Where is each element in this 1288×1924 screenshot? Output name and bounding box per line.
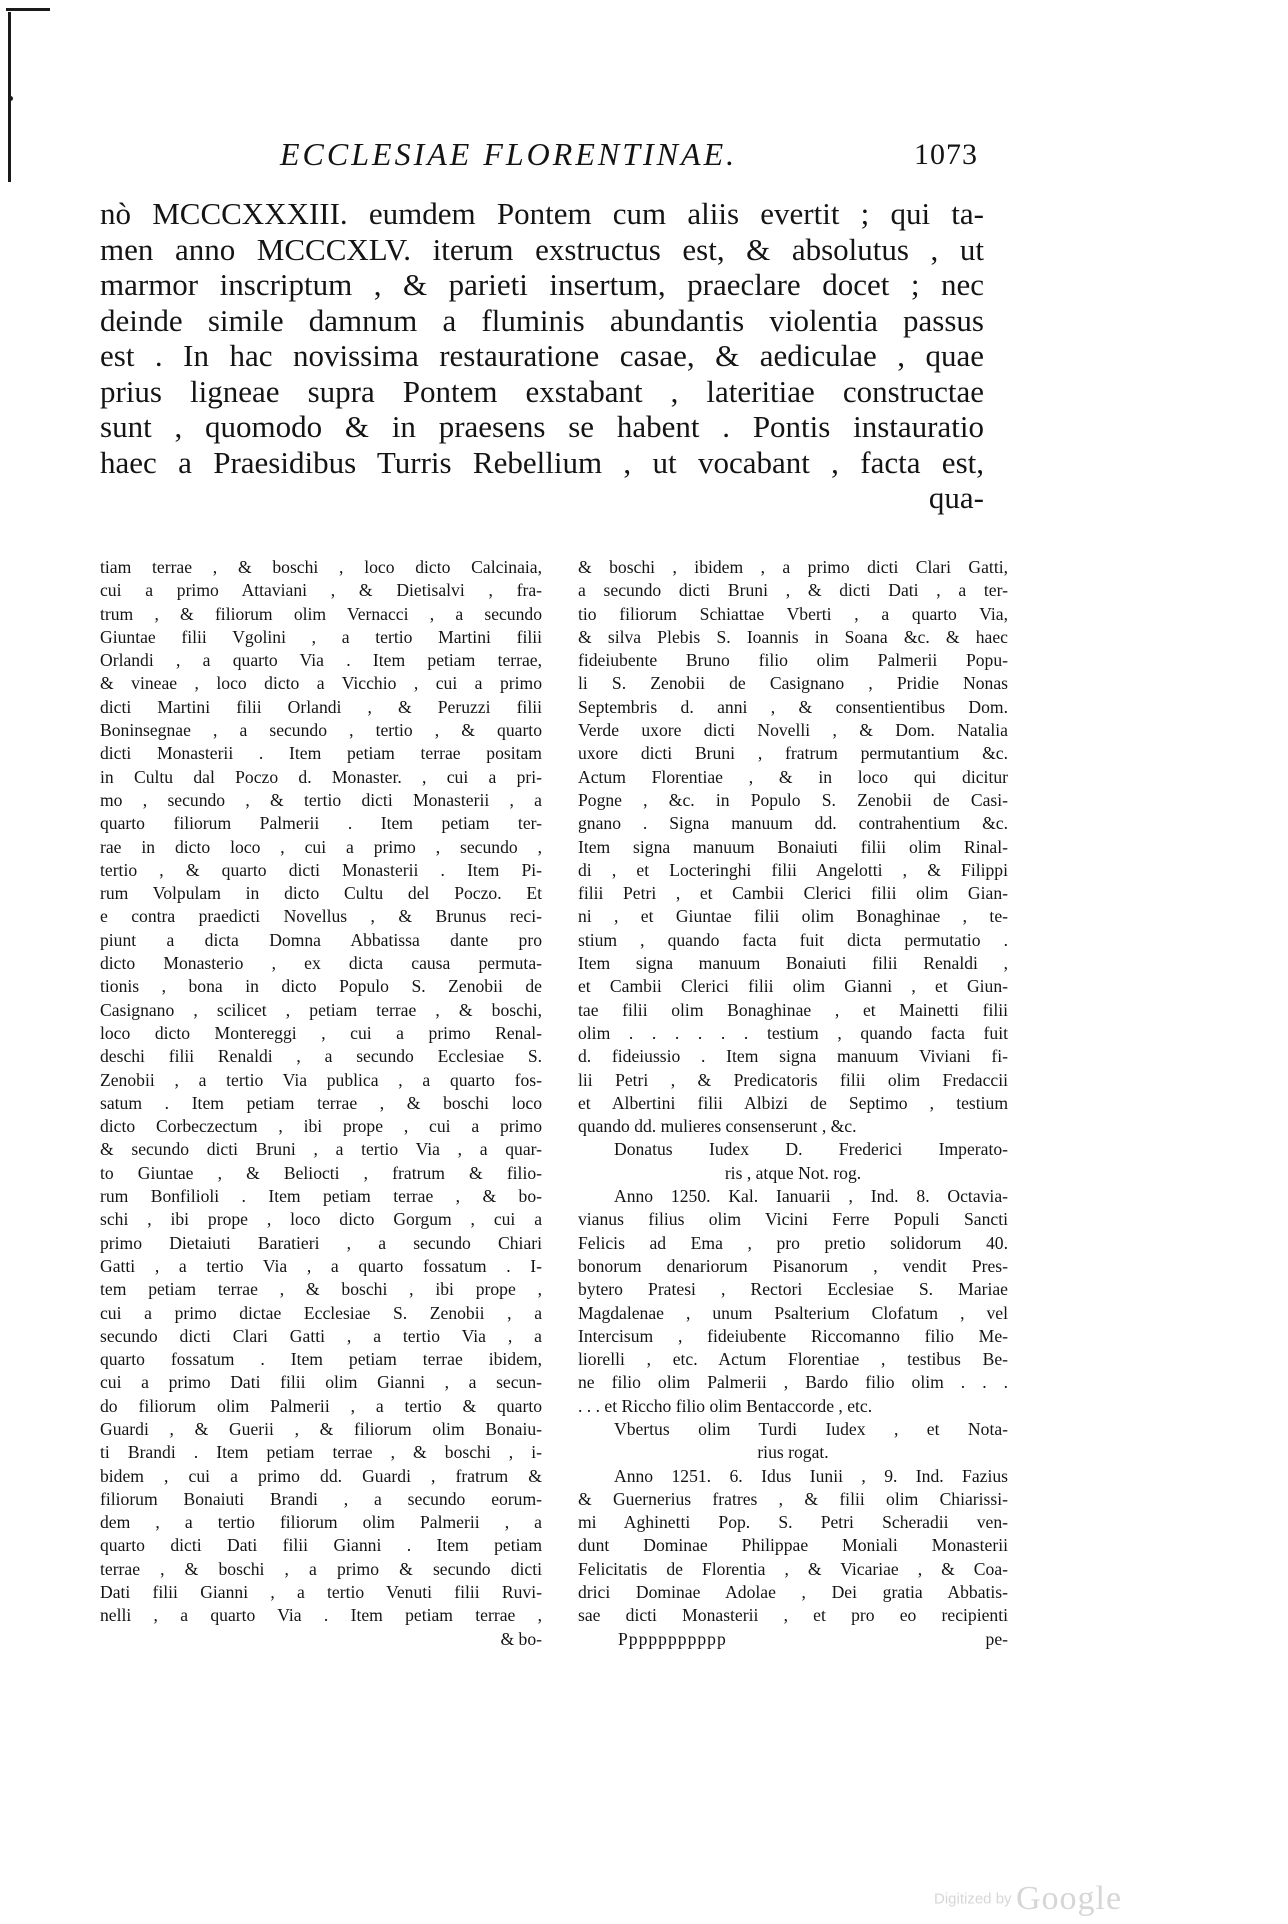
text-line: Boninsegnae , a secundo , tertio , & quarto xyxy=(100,720,542,741)
text-line: nelli , a quarto Via . Item petiam terrae , xyxy=(100,1605,542,1626)
text-line: olim . . . . . . testium , quando facta fuit xyxy=(578,1022,1008,1043)
text-line: a secundo dicti Bruni , & dicti Dati , a ter- xyxy=(578,580,1008,601)
charter-paragraph xyxy=(578,1465,1008,1628)
watermark-prefix: Digitized by xyxy=(934,1890,1012,1908)
notary-line: Donatus Iudex D. Frederici Imperato- xyxy=(614,1139,1008,1160)
text-line: mo , secundo , & tertio dicti Monasterii , a xyxy=(100,789,542,810)
text-line: Casignano , scilicet , petiam terrae , & boschi, xyxy=(100,999,542,1020)
text-line: Guardi , & Guerii , & filiorum olim Bonaiu- xyxy=(100,1418,542,1439)
text-line: bonorum denariorum Pisanorum , vendit Pres- xyxy=(578,1255,1008,1276)
text-line: et Cambii Clerici filii olim Gianni , et Giun- xyxy=(578,976,1008,997)
text-line: sunt , quomodo & in praesens se habent . Pontis instauratio xyxy=(100,409,984,444)
text-line: ne filio olim Palmerii , Bardo filio olim . . . xyxy=(578,1372,1008,1393)
text-line: ni , et Giuntae filii olim Bonaghinae , te- xyxy=(578,906,1008,927)
text-line: dicto Corbeczectum , ibi prope , cui a primo xyxy=(100,1116,542,1137)
text-line: dicto Monasterio , ex dicta causa permuta- xyxy=(100,953,542,974)
left-column-lines xyxy=(100,556,542,1628)
text-line: fideiubente Bruno filio olim Palmerii Popu- xyxy=(578,650,1008,671)
text-line: deinde simile damnum a fluminis abundantis violentia passus xyxy=(100,302,984,338)
notary-subscription xyxy=(578,1138,1008,1185)
text-line: cui a primo Dati filii olim Gianni , a secun- xyxy=(100,1372,542,1393)
text-line: & vineae , loco dicto a Vicchio , cui a primo xyxy=(100,673,542,694)
text-line: terrae , & boschi , a primo & secundo dicti xyxy=(100,1558,542,1579)
text-line: prius ligneae supra Pontem exstabant , lateritiae constructae xyxy=(100,373,984,409)
text-line: schi , ibi prope , loco dicto Gorgum , cui a xyxy=(100,1209,542,1230)
signature-mark: Ppppppppppp xyxy=(618,1628,727,1649)
scan-edge-dot xyxy=(8,96,13,101)
notary-line: ris , atque Not. rog. xyxy=(724,1162,862,1183)
text-line: dem , a tertio filiorum olim Palmerii , a xyxy=(100,1512,542,1533)
text-line: ti Brandi . Item petiam terrae , & boschi , i- xyxy=(100,1442,542,1463)
text-line: lii Petri , & Predicatoris filii olim Fredaccii xyxy=(578,1069,1008,1090)
text-line: & Guernerius fratres , & filii olim Chiarissi- xyxy=(578,1488,1008,1509)
text-line: est . In hac novissima restauratione casae, & aediculae , quae xyxy=(100,338,984,373)
text-line: liorelli , etc. Actum Florentiae , testibus Be- xyxy=(578,1349,1008,1370)
text-line: satum . Item petiam terrae , & boschi loco xyxy=(100,1092,542,1113)
text-line: Item signa manuum Bonaiuti filii Renaldi , xyxy=(578,953,1008,974)
scan-edge-mark xyxy=(6,8,50,11)
text-line: Felicitatis de Florentia , & Vicariae , & Coa- xyxy=(578,1558,1008,1579)
text-line: tiam terrae , & boschi , loco dicto Calcinaia, xyxy=(100,557,542,577)
text-line: mi Aghinetti Pop. S. Petri Scheradii ven- xyxy=(578,1512,1008,1533)
page-number: 1073 xyxy=(914,138,978,171)
text-line: dicti Monasterii . Item petiam terrae positam xyxy=(100,743,542,764)
text-line: filiorum Bonaiuti Brandi , a secundo eorum- xyxy=(100,1488,542,1509)
notary-line: rius rogat. xyxy=(757,1442,829,1463)
text-line: tio filiorum Schiattae Vberti , a quarto Via, xyxy=(578,603,1008,624)
text-line: drici Dominae Adolae , Dei gratia Abbatis- xyxy=(578,1582,1008,1603)
text-line: & silva Plebis S. Ioannis in Soana &c. & haec xyxy=(578,626,1008,647)
text-line: Dati filii Gianni , a tertio Venuti filii Ruvi- xyxy=(100,1582,542,1603)
text-line: do filiorum olim Palmerii , a tertio & quarto xyxy=(100,1395,542,1416)
notary-subscription xyxy=(578,1418,1008,1465)
charter-paragraph xyxy=(578,1185,1008,1418)
text-line: Actum Florentiae , & in loco qui dicitur xyxy=(578,766,1008,787)
text-line: bidem , cui a primo dd. Guardi , fratrum & xyxy=(100,1465,542,1486)
text-line: in Cultu dal Poczo d. Monaster. , cui a pri- xyxy=(100,766,542,787)
text-line: tem petiam terrae , & boschi , ibi prope , xyxy=(100,1279,542,1300)
text-line: stium , quando facta fuit dicta permutatio . xyxy=(578,929,1008,950)
left-column xyxy=(100,556,542,1651)
text-line: deschi filii Renaldi , a secundo Ecclesiae S. xyxy=(100,1046,542,1067)
text-line: quando dd. mulieres consenserunt , &c. xyxy=(578,1116,857,1137)
text-line: Item signa manuum Bonaiuti filii olim Rinal- xyxy=(578,836,1008,857)
text-line: Felicis ad Ema , pro pretio solidorum 40. xyxy=(578,1232,1008,1253)
text-line: gnano . Signa manuum dd. contrahentium &c. xyxy=(578,813,1008,834)
text-line: tionis , bona in dicto Populo S. Zenobii de xyxy=(100,976,542,997)
text-line: nò MCCCXXXIII. eumdem Pontem cum aliis evertit ; qui ta- xyxy=(100,196,984,231)
text-line: haec a Praesidibus Turris Rebellium , ut vocabant , facta est, xyxy=(100,444,984,480)
text-line: quarto dicti Dati filii Gianni . Item petiam xyxy=(100,1535,542,1556)
right-column xyxy=(578,556,1008,1652)
text-line: Pogne , &c. in Populo S. Zenobii de Casi- xyxy=(578,789,1008,810)
watermark-brand: Google xyxy=(1016,1880,1123,1917)
text-line: rum Volpulam in dicto Cultu del Poczo. Et xyxy=(100,883,542,904)
text-line: to Giuntae , & Beliocti , fratrum & filio- xyxy=(100,1162,542,1183)
text-line: bytero Pratesi , Rectori Ecclesiae S. Mariae xyxy=(578,1279,1008,1300)
text-line: Orlandi , a quarto Via . Item petiam terrae, xyxy=(100,650,542,671)
signature-line xyxy=(578,1628,1008,1652)
text-line: trum , & filiorum olim Vernacci , a secundo xyxy=(100,603,542,624)
text-line: men anno MCCCXLV. iterum exstructus est, & absolutus , ut xyxy=(100,231,984,267)
text-line: . . . et Riccho filio olim Bentaccorde , etc. xyxy=(578,1395,873,1416)
text-line: uxore dicti Bruni , fratrum permutantium &c. xyxy=(578,743,1008,764)
text-line: Anno 1250. Kal. Ianuarii , Ind. 8. Octavia- xyxy=(614,1186,1008,1207)
text-line: cui a primo Attaviani , & Dietisalvi , fra- xyxy=(100,580,542,601)
text-line: Intercisum , fideiubente Riccomanno filio Me- xyxy=(578,1325,1008,1346)
digitized-watermark xyxy=(934,1880,1122,1918)
text-line: Giuntae filii Vgolini , a tertio Martini filii xyxy=(100,626,542,647)
text-line: quarto filiorum Palmerii . Item petiam ter- xyxy=(100,813,542,834)
left-catchword: & bo- xyxy=(500,1628,542,1649)
right-catchword: pe- xyxy=(985,1628,1008,1649)
text-line: tertio , & quarto dicti Monasterii . Item Pi- xyxy=(100,859,542,880)
text-line: piunt a dicta Domna Abbatissa dante pro xyxy=(100,929,542,950)
text-line: Verde uxore dicti Novelli , & Dom. Natalia xyxy=(578,720,1008,741)
text-line: dicti Martini filii Orlandi , & Peruzzi filii xyxy=(100,696,542,717)
running-head: ECCLESIAE FLORENTINAE. xyxy=(280,136,738,172)
text-line: e contra praedicti Novellus , & Brunus reci- xyxy=(100,906,542,927)
text-line: primo Dietaiuti Baratieri , a secundo Chiari xyxy=(100,1232,542,1253)
text-line: d. fideiussio . Item signa manuum Viviani fi- xyxy=(578,1046,1008,1067)
text-line: Magdalenae , unum Psalterium Clofatum , vel xyxy=(578,1302,1008,1323)
text-line: & secundo dicti Bruni , a tertio Via , a quar- xyxy=(100,1139,542,1160)
text-line: loco dicto Montereggi , cui a primo Renal- xyxy=(100,1022,542,1043)
text-line: secundo dicti Clari Gatti , a tertio Via , a xyxy=(100,1325,542,1346)
notary-line: Vbertus olim Turdi Iudex , et Nota- xyxy=(614,1418,1008,1439)
main-text-lines xyxy=(100,196,984,480)
text-line: filii Petri , et Cambii Clerici filii olim Gian- xyxy=(578,883,1008,904)
text-line: Septembris d. anni , & consentientibus Dom. xyxy=(578,696,1008,717)
text-line: rae in dicto loco , cui a primo , secundo , xyxy=(100,836,542,857)
text-line: tae filii olim Bonaghinae , et Mainetti filii xyxy=(578,999,1008,1020)
text-line: Zenobii , a tertio Via publica , a quarto fos- xyxy=(100,1069,542,1090)
text-line: sae dicti Monasterii , et pro eo recipienti xyxy=(578,1605,1008,1626)
text-line: rum Bonfilioli . Item petiam terrae , & bo- xyxy=(100,1186,542,1207)
text-line: quarto fossatum . Item petiam terrae ibidem, xyxy=(100,1349,542,1370)
text-line: Anno 1251. 6. Idus Iunii , 9. Ind. Fazius xyxy=(614,1465,1008,1486)
main-text-block xyxy=(100,196,984,516)
text-line: Gatti , a tertio Via , a quarto fossatum . I- xyxy=(100,1255,542,1276)
text-line: et Albertini filii Albizi de Septimo , testium xyxy=(578,1092,1008,1113)
text-line: cui a primo dictae Ecclesiae S. Zenobii , a xyxy=(100,1302,542,1323)
text-line: di , et Locteringhi filii Angelotti , & Filippi xyxy=(578,859,1008,880)
text-line: marmor inscriptum , & parieti insertum, praeclare docet ; nec xyxy=(100,267,984,302)
text-line: & boschi , ibidem , a primo dicti Clari Gatti, xyxy=(578,557,1008,577)
right-column-lines xyxy=(578,556,1008,1138)
catchword: qua- xyxy=(928,480,984,515)
text-line: li S. Zenobii de Casignano , Pridie Nonas xyxy=(578,673,1008,694)
text-line: dunt Dominae Philippae Moniali Monasterii xyxy=(578,1535,1008,1556)
text-line: vianus filius olim Vicini Ferre Populi Sancti xyxy=(578,1209,1008,1230)
